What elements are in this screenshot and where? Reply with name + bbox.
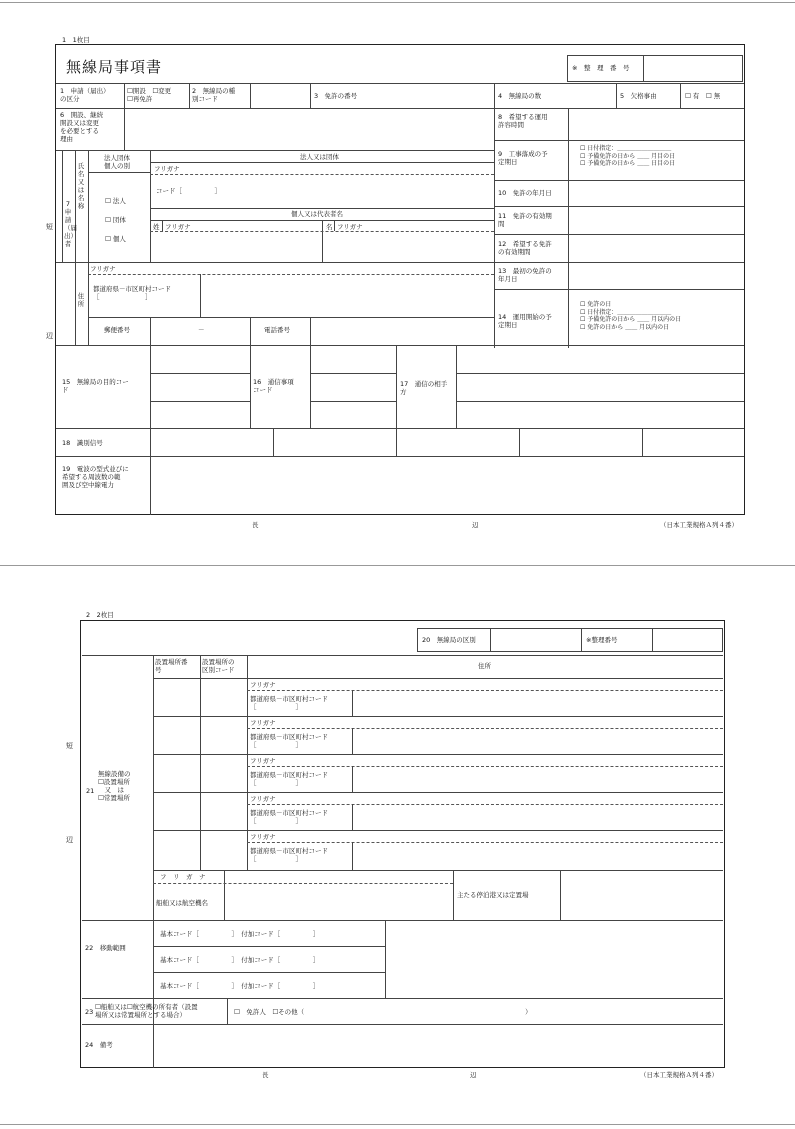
sheet2-footer-edge: 辺 xyxy=(470,1071,477,1079)
rule xyxy=(75,150,76,345)
rule xyxy=(88,317,494,318)
rule xyxy=(153,678,723,679)
field-23-number: 23 xyxy=(85,1008,94,1016)
rule xyxy=(82,655,723,656)
rule xyxy=(82,920,723,921)
sheet2-form-frame xyxy=(80,620,725,1068)
field-20-input[interactable] xyxy=(490,628,582,652)
rule xyxy=(153,946,385,947)
rule xyxy=(560,870,561,920)
sheet1-page-label: 1 1枚目 xyxy=(62,36,90,44)
page-bottom-rule xyxy=(0,1124,795,1125)
sheet2-page-label: 2 2枚目 xyxy=(86,611,114,619)
field-7-address-furigana: フリガナ xyxy=(90,265,116,273)
rule xyxy=(352,766,353,792)
rule xyxy=(150,231,494,232)
field-24-label: 24 備考 xyxy=(85,1041,113,1049)
address-row-3-furigana: フリガナ xyxy=(250,757,276,765)
rule xyxy=(352,842,353,870)
rule xyxy=(310,83,311,108)
phone-label: 電話番号 xyxy=(264,326,290,334)
rule xyxy=(153,920,154,1068)
field-17-label: 17 通信の相手 方 xyxy=(400,380,448,396)
field-7-option-group[interactable]: ☐ 団体 xyxy=(105,216,126,224)
field-11-label: 11 免許の有効期 間 xyxy=(498,212,552,228)
rule xyxy=(56,262,494,263)
field-20-label: 20 無線局の区別 xyxy=(422,636,476,644)
field-21-number: 21 xyxy=(86,787,95,795)
home-port-label: 主たる停泊港又は定置場 xyxy=(457,891,529,899)
rule xyxy=(250,345,251,428)
rule xyxy=(247,690,723,691)
page-top-rule xyxy=(0,2,795,3)
field-10-label: 10 免許の年月日 xyxy=(498,189,552,197)
sheet1-side-short: 短 xyxy=(46,223,53,231)
field-16-label: 16 通信事項 コード xyxy=(253,378,294,394)
rule xyxy=(247,655,248,870)
rule xyxy=(82,998,723,999)
rule xyxy=(494,140,744,141)
field-23-options[interactable]: ☐ 免許人 ☐その他（ ） xyxy=(234,1008,532,1016)
rule xyxy=(153,830,723,831)
ship-furigana: フ リ ガ ナ xyxy=(160,873,206,881)
field-5-options[interactable]: ☐ 有 ☐ 無 xyxy=(685,92,721,100)
field-8-label: 8 希望する運用 許容時間 xyxy=(498,113,548,129)
field-19-label: 19 電波の型式並びに 希望する周波数の範 囲及び空中線電力 xyxy=(62,465,129,489)
rule xyxy=(150,150,151,262)
rule xyxy=(310,345,311,428)
column-location-kubun: 設置場所の 区別コード xyxy=(202,658,235,674)
rule xyxy=(247,842,723,843)
rule xyxy=(150,208,494,209)
rule xyxy=(150,428,151,515)
rule xyxy=(56,456,744,457)
field-22-label: 22 移動範囲 xyxy=(85,944,126,952)
rule xyxy=(396,428,397,456)
rule xyxy=(494,234,744,235)
movement-code-row-1[interactable]: 基本コード［ ］ 付加コード［ ］ xyxy=(160,930,320,938)
rule xyxy=(56,345,744,346)
rule xyxy=(62,150,63,262)
rule xyxy=(153,972,385,973)
rule xyxy=(456,401,744,402)
field-7-pref-code[interactable]: 都道府県－市区町村コード ［ ］ xyxy=(93,285,171,301)
rule xyxy=(396,345,397,428)
rule xyxy=(56,150,494,151)
field-5-label: 5 欠格事由 xyxy=(620,92,657,100)
rule xyxy=(334,220,335,231)
rule xyxy=(82,1024,723,1025)
rule xyxy=(352,728,353,754)
address-row-5-furigana: フリガナ xyxy=(250,833,276,841)
sheet1-footer-standard: （日本工業規格Ａ列４番） xyxy=(660,521,738,529)
field-7-sei-label: 姓 xyxy=(153,223,160,231)
rule xyxy=(310,373,396,374)
field-9-label: 9 工事落成の予 定期日 xyxy=(498,150,548,166)
rule xyxy=(153,754,723,755)
rule xyxy=(322,220,323,262)
postal-code-label: 郵便番号 xyxy=(104,326,130,334)
field-1-options[interactable]: ☐開設 ☐変更 ☐再免許 xyxy=(127,87,172,103)
rule xyxy=(250,83,251,108)
rule xyxy=(453,870,454,920)
rule xyxy=(150,317,151,345)
field-23-label[interactable]: ☐船舶又は☐航空機の所有者（設置 場所又は常置場所とする場合） xyxy=(95,1003,198,1019)
rule xyxy=(150,345,151,428)
rule xyxy=(150,174,494,175)
field-9-options[interactable]: ☐ 日付指定：＿＿＿＿＿＿＿＿＿ ☐ 予備免許の日から ＿＿ 月目の日 ☐ 予備免許の日から ＿＿ 日目の日 xyxy=(580,145,676,167)
ship-name-label: 船舶又は航空機名 xyxy=(156,899,208,907)
field-7-mei-furigana: フリガナ xyxy=(337,223,363,231)
rule xyxy=(680,83,681,108)
field-7-corp-header: 法人又は団体 xyxy=(300,153,339,161)
address-row-1-pref-code[interactable]: 都道府県－市区町村コード ［ ］ xyxy=(250,695,328,711)
rule xyxy=(494,206,744,207)
rule xyxy=(247,766,723,767)
rule xyxy=(310,401,396,402)
rule xyxy=(88,150,89,262)
rule xyxy=(385,920,386,998)
field-1-label: 1 申請（届出） の区分 xyxy=(60,87,110,103)
rule xyxy=(273,428,274,456)
field-7-name-label: 氏名又は名称 xyxy=(77,162,85,210)
sheet1-footer-long: 長 xyxy=(252,521,259,529)
field-7-rep-header: 個人又は代表者名 xyxy=(291,210,343,218)
column-address: 住所 xyxy=(478,662,491,670)
rule xyxy=(494,83,495,348)
field-7-mei-label: 名 xyxy=(326,223,333,231)
rule xyxy=(189,83,190,108)
address-row-4-furigana: フリガナ xyxy=(250,795,276,803)
address-row-2-furigana: フリガナ xyxy=(250,719,276,727)
sheet2-seiri-input[interactable] xyxy=(652,628,723,652)
rule xyxy=(200,274,201,317)
sheet2-footer-long: 長 xyxy=(262,1071,269,1079)
rule xyxy=(519,428,520,456)
rule xyxy=(150,373,250,374)
rule xyxy=(224,870,225,920)
rule xyxy=(150,162,494,163)
field-7-option-corp[interactable]: ☐ 法人 xyxy=(105,197,126,205)
field-7-type-header: 法人団体 個人の別 xyxy=(104,154,130,170)
field-7-option-person[interactable]: ☐ 個人 xyxy=(105,235,126,243)
sheet2-seiri-label: ※整理番号 xyxy=(586,636,618,644)
rule xyxy=(56,83,744,84)
field-21-label[interactable]: 無線設備の ☐設置場所 又 は ☐常置場所 xyxy=(98,770,131,802)
address-row-5-pref-code[interactable]: 都道府県－市区町村コード ［ ］ xyxy=(250,847,328,863)
rule xyxy=(153,716,723,717)
field-14-label: 14 運用開始の予 定期日 xyxy=(498,313,552,329)
rule xyxy=(88,262,89,345)
field-7-corp-furigana: フリガナ xyxy=(154,165,180,173)
rule xyxy=(56,108,744,109)
rule xyxy=(88,274,494,275)
sheet2-side-edge: 辺 xyxy=(66,836,73,844)
rule xyxy=(150,401,250,402)
rule xyxy=(456,345,457,428)
sheet2-side-short: 短 xyxy=(66,742,73,750)
rule xyxy=(124,108,125,150)
rule xyxy=(153,870,723,871)
rule xyxy=(250,317,251,345)
rule xyxy=(227,998,228,1024)
address-row-1-furigana: フリガナ xyxy=(250,681,276,689)
rule xyxy=(153,792,723,793)
rule xyxy=(352,690,353,716)
rule xyxy=(153,883,453,884)
rule xyxy=(352,804,353,830)
field-4-label: 4 無線局の数 xyxy=(498,92,542,100)
field-7-address-label: 住所 xyxy=(77,292,85,308)
sheet2-footer-standard: （日本工業規格Ａ列４番） xyxy=(640,1071,718,1079)
sheet1-seiri-input[interactable] xyxy=(643,55,743,82)
rule xyxy=(124,83,125,108)
rule xyxy=(153,655,154,920)
address-row-2-pref-code[interactable]: 都道府県－市区町村コード ［ ］ xyxy=(250,733,328,749)
field-15-label: 15 無線局の目的コー ド xyxy=(62,378,129,394)
field-6-label: 6 開設、継続 開設又は変更 を必要とする 理由 xyxy=(60,111,104,143)
rule xyxy=(56,428,744,429)
address-row-4-pref-code[interactable]: 都道府県－市区町村コード ［ ］ xyxy=(250,809,328,825)
rule xyxy=(494,262,744,263)
field-2-label: 2 無線局の種 別コード xyxy=(192,87,236,103)
field-7-sei-furigana: フリガナ xyxy=(165,223,191,231)
rule xyxy=(310,317,311,345)
field-7-corp-code[interactable]: コード［ ］ xyxy=(156,187,221,195)
field-13-label: 13 最初の免許の 年月日 xyxy=(498,267,552,283)
movement-code-row-3[interactable]: 基本コード［ ］ 付加コード［ ］ xyxy=(160,982,320,990)
rule xyxy=(494,289,744,290)
rule xyxy=(200,655,201,870)
rule xyxy=(616,83,617,108)
rule xyxy=(642,428,643,456)
field-3-label: 3 免許の番号 xyxy=(314,92,358,100)
rule xyxy=(494,180,744,181)
sheet1-seiri-label: ※ 整 理 番 号 xyxy=(572,64,630,72)
sheet1-form-title: 無線局事項書 xyxy=(66,58,163,76)
page-divider xyxy=(0,565,795,566)
column-location-number: 設置場所番 号 xyxy=(155,658,188,674)
rule xyxy=(88,172,150,173)
movement-code-row-2[interactable]: 基本コード［ ］ 付加コード［ ］ xyxy=(160,956,320,964)
rule xyxy=(162,220,163,231)
rule xyxy=(247,804,723,805)
sheet1-side-edge: 辺 xyxy=(46,332,53,340)
rule xyxy=(247,728,723,729)
address-row-3-pref-code[interactable]: 都道府県－市区町村コード ［ ］ xyxy=(250,771,328,787)
postal-code-dash: － xyxy=(198,326,205,334)
sheet1-footer-edge: 辺 xyxy=(472,521,479,529)
field-12-label: 12 希望する免許 の有効期間 xyxy=(498,240,552,256)
field-7-applicant-label: 7申請（届出）者 xyxy=(64,200,77,248)
rule xyxy=(568,108,569,348)
rule xyxy=(456,373,744,374)
field-14-options[interactable]: ☐ 免許の日 ☐ 日付指定：＿＿＿＿＿＿＿＿＿ ☐ 予備免許の日から ＿＿ 月以内の日 ☐ 免許の日から ＿＿ 月以内の日 xyxy=(580,301,682,331)
field-18-label: 18 識別信号 xyxy=(62,439,103,447)
